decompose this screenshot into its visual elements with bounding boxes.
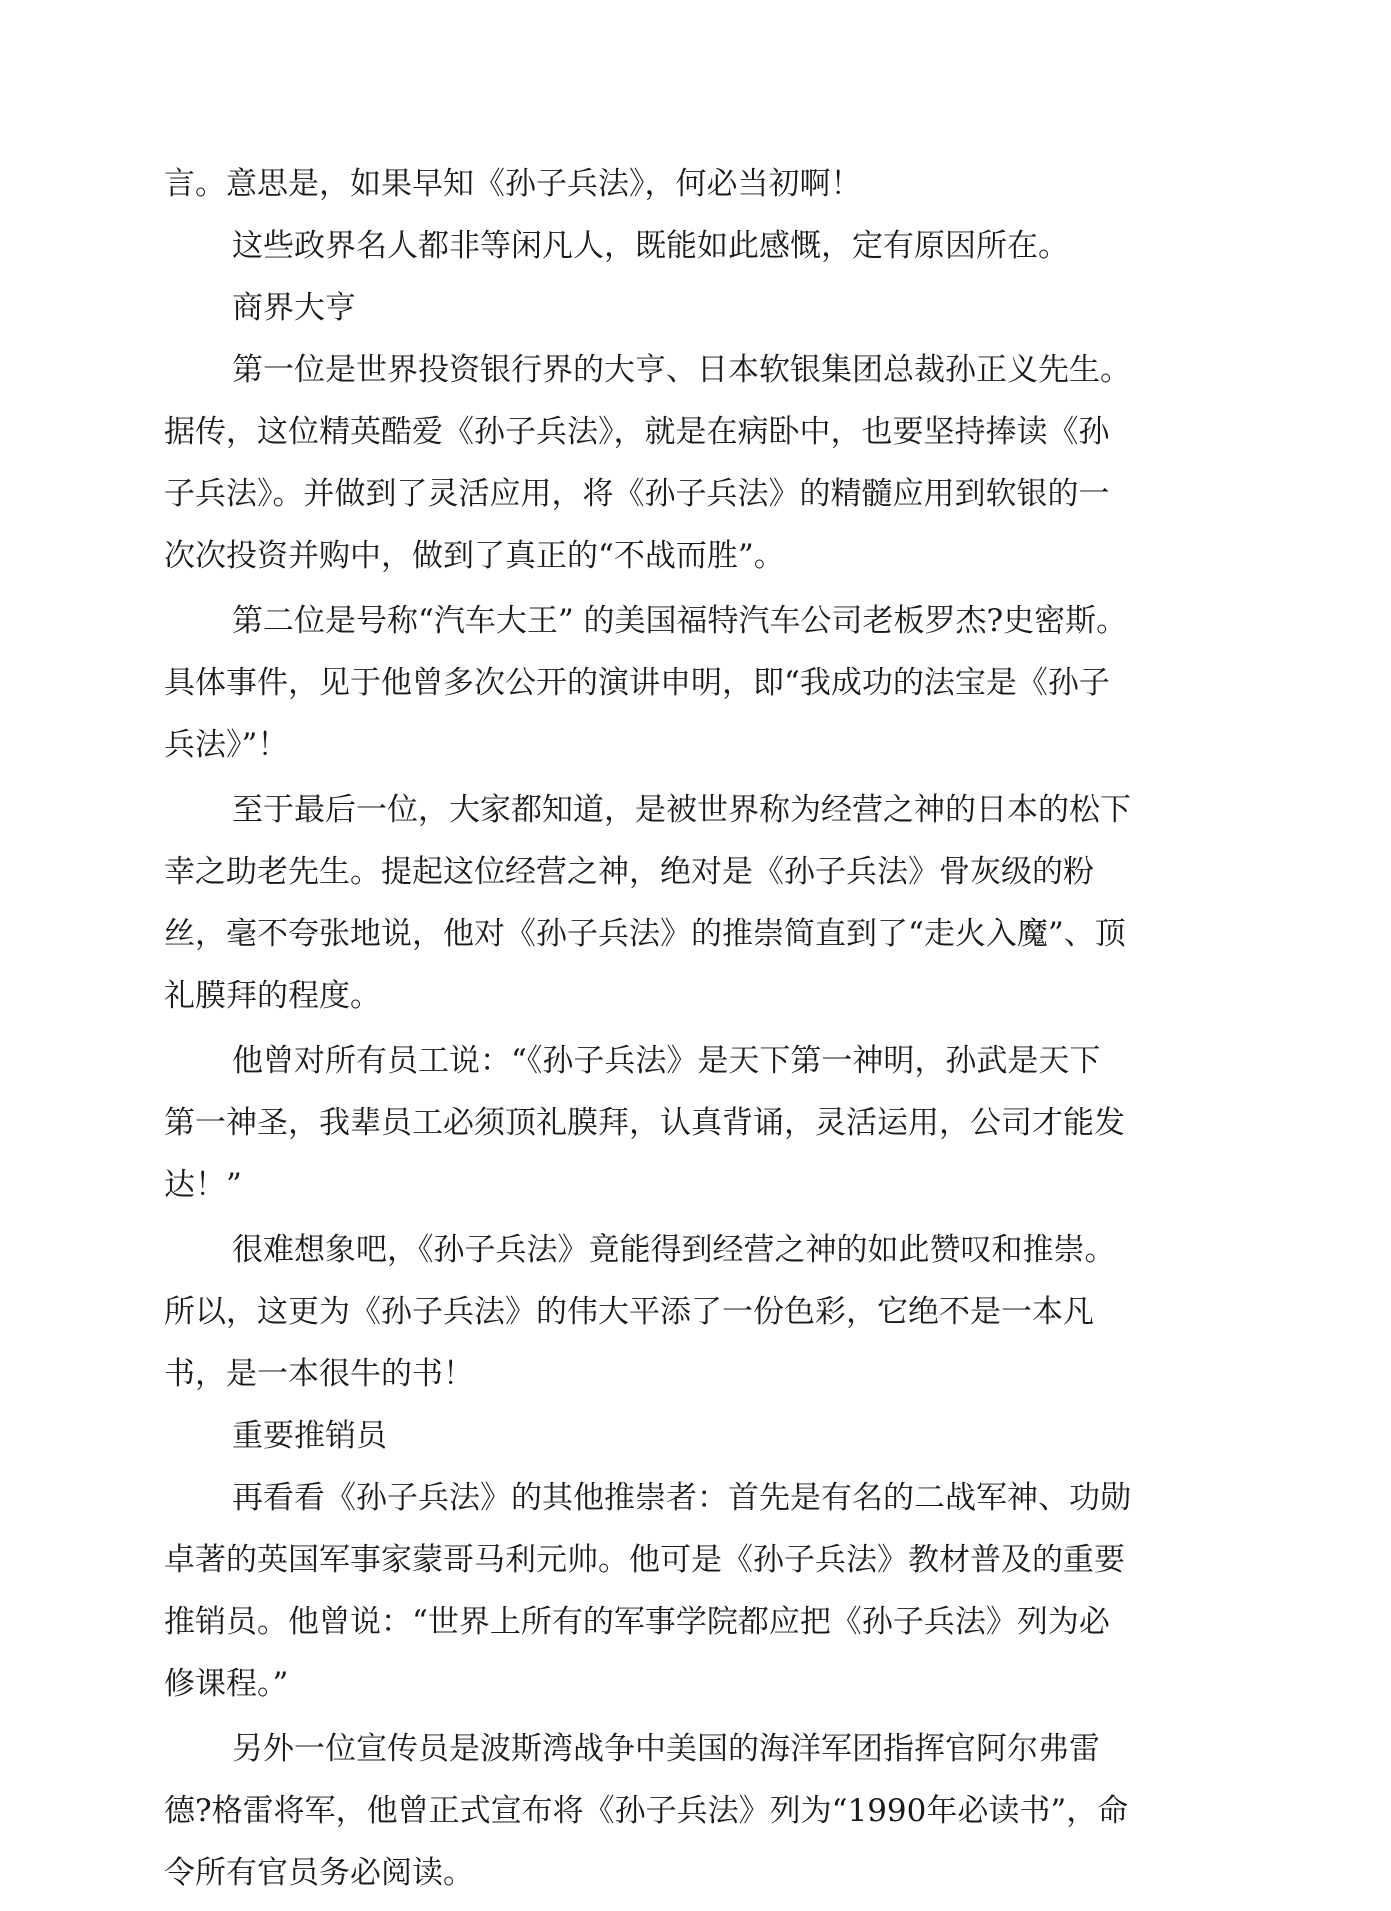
- text-line-27: 德?格雷将军，他曾正式宣布将《孙子兵法》列为“1990年必读书”，命: [164, 1793, 1129, 1829]
- section-heading-business: 商界大亨: [232, 290, 356, 326]
- text-line-5: 据传，这位精英酷爱《孙子兵法》，就是在病卧中，也要坚持捧读《孙: [164, 414, 1110, 450]
- text-line-9: 具体事件，见于他曾多次公开的演讲申明，即“我成功的法宝是《孙子: [164, 665, 1110, 701]
- text-line-1: 言。意思是，如果早知《孙子兵法》，何必当初啊！: [164, 166, 862, 202]
- text-line-14: 礼膜拜的程度。: [164, 978, 381, 1014]
- document-page: [164, 160, 1226, 1911]
- text-line-18: 很难想象吧，《孙子兵法》竟能得到经营之神的如此赞叹和推崇。: [232, 1232, 1116, 1268]
- text-line-8: 第二位是号称“汽车大王” 的美国福特汽车公司老板罗杰?史密斯。: [232, 603, 1128, 639]
- text-line-20: 书，是一本很牛的书！: [164, 1356, 474, 1392]
- text-line-4: 第一位是世界投资银行界的大亨、日本软银集团总裁孙正义先生。: [232, 352, 1131, 388]
- text-line-22: 再看看《孙子兵法》的其他推崇者：首先是有名的二战军神、功勋: [232, 1480, 1131, 1516]
- text-line-17: 达！”: [164, 1167, 242, 1203]
- text-line-24: 推销员。他曾说：“世界上所有的军事学院都应把《孙子兵法》列为必: [164, 1604, 1110, 1640]
- text-line-28: 令所有官员务必阅读。: [164, 1855, 474, 1891]
- text-line-10: 兵法》”！: [164, 727, 289, 763]
- text-line-16: 第一神圣，我辈员工必须顶礼膜拜，认真背诵，灵活运用，公司才能发: [164, 1105, 1125, 1141]
- text-line-23: 卓著的英国军事家蒙哥马利元帅。他可是《孙子兵法》教材普及的重要: [164, 1542, 1125, 1578]
- text-line-2: 这些政界名人都非等闲凡人，既能如此感慨，定有原因所在。: [232, 228, 1069, 264]
- section-heading-promoters: 重要推销员: [232, 1418, 387, 1454]
- text-line-11: 至于最后一位，大家都知道，是被世界称为经营之神的日本的松下: [232, 792, 1131, 828]
- text-line-12: 幸之助老先生。提起这位经营之神，绝对是《孙子兵法》骨灰级的粉: [164, 854, 1094, 890]
- text-line-19: 所以，这更为《孙子兵法》的伟大平添了一份色彩，它绝不是一本凡: [164, 1294, 1094, 1330]
- text-line-15: 他曾对所有员工说：“《孙子兵法》是天下第一神明，孙武是天下: [232, 1043, 1101, 1079]
- text-line-6: 子兵法》。并做到了灵活应用，将《孙子兵法》的精髓应用到软银的一: [164, 476, 1110, 512]
- text-line-25: 修课程。”: [164, 1666, 289, 1702]
- text-line-13: 丝，毫不夸张地说，他对《孙子兵法》的推崇简直到了“走火入魔”、顶: [164, 916, 1126, 952]
- text-line-26: 另外一位宣传员是波斯湾战争中美国的海洋军团指挥官阿尔弗雷: [232, 1731, 1100, 1767]
- text-line-7: 次次投资并购中，做到了真正的“不战而胜”。: [164, 538, 785, 574]
